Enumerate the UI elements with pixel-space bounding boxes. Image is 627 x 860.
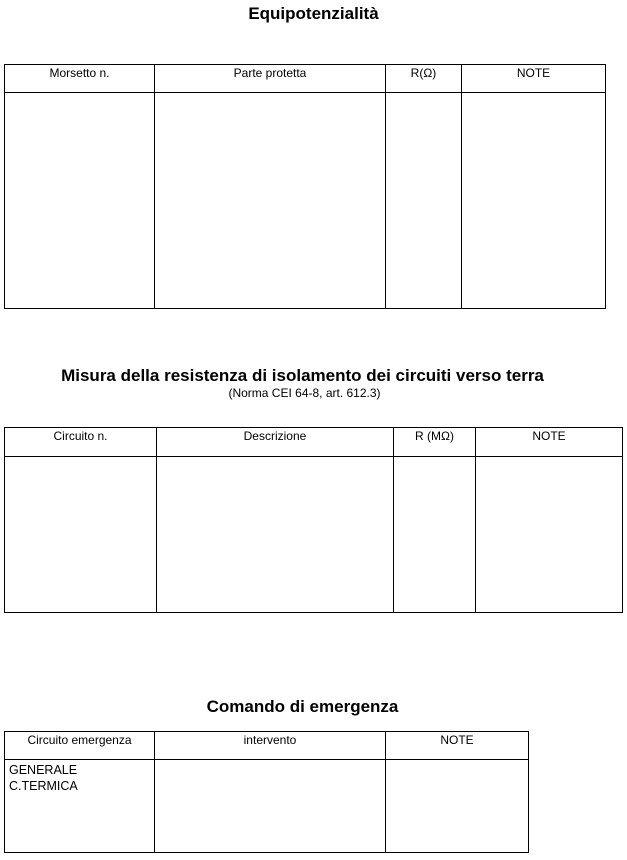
- table-header-row: [5, 428, 623, 457]
- column-header-morsetto: Morsetto n.: [5, 65, 155, 93]
- table-header-row: [5, 65, 606, 93]
- table-cell[interactable]: [476, 457, 623, 613]
- isolamento-title: Misura della resistenza di isolamento dei circuiti verso terra: [61, 366, 544, 385]
- isolamento-table: [4, 427, 623, 613]
- isolamento-subtitle: (Norma CEI 64-8, art. 612.3): [228, 386, 381, 400]
- column-header-circuito-emergenza: Circuito emergenza: [5, 732, 155, 760]
- column-header-descrizione: Descrizione: [157, 428, 394, 457]
- emergenza-table: [4, 731, 529, 853]
- column-header-circuito: Circuito n.: [5, 428, 157, 457]
- column-header-intervento: intervento: [155, 732, 386, 760]
- table-cell[interactable]: [386, 93, 462, 309]
- table-cell[interactable]: [5, 457, 157, 613]
- emergenza-title: Comando di emergenza: [206, 697, 399, 716]
- column-header-resistenza: R(Ω): [386, 65, 462, 93]
- table-row: [5, 457, 623, 613]
- circuito-line-termica: C.TERMICA: [9, 779, 78, 793]
- table-cell[interactable]: [462, 93, 606, 309]
- column-header-parte-protetta: Parte protetta: [155, 65, 386, 93]
- table-row: [5, 760, 529, 853]
- table-cell[interactable]: [394, 457, 476, 613]
- table-cell-note[interactable]: [386, 760, 529, 853]
- column-header-note: NOTE: [386, 732, 529, 760]
- equipotenzialita-title: Equipotenzialità: [248, 4, 379, 23]
- table-cell-intervento[interactable]: [155, 760, 386, 853]
- table-cell-circuito[interactable]: [5, 760, 155, 853]
- table-cell[interactable]: [157, 457, 394, 613]
- table-header-row: [5, 732, 529, 760]
- table-row: [5, 93, 606, 309]
- column-header-note: NOTE: [462, 65, 606, 93]
- table-cell[interactable]: [5, 93, 155, 309]
- column-header-resistenza: R (MΩ): [394, 428, 476, 457]
- circuito-line-generale: GENERALE: [9, 763, 78, 777]
- equipotenzialita-table: [4, 64, 606, 309]
- table-cell[interactable]: [155, 93, 386, 309]
- column-header-note: NOTE: [476, 428, 623, 457]
